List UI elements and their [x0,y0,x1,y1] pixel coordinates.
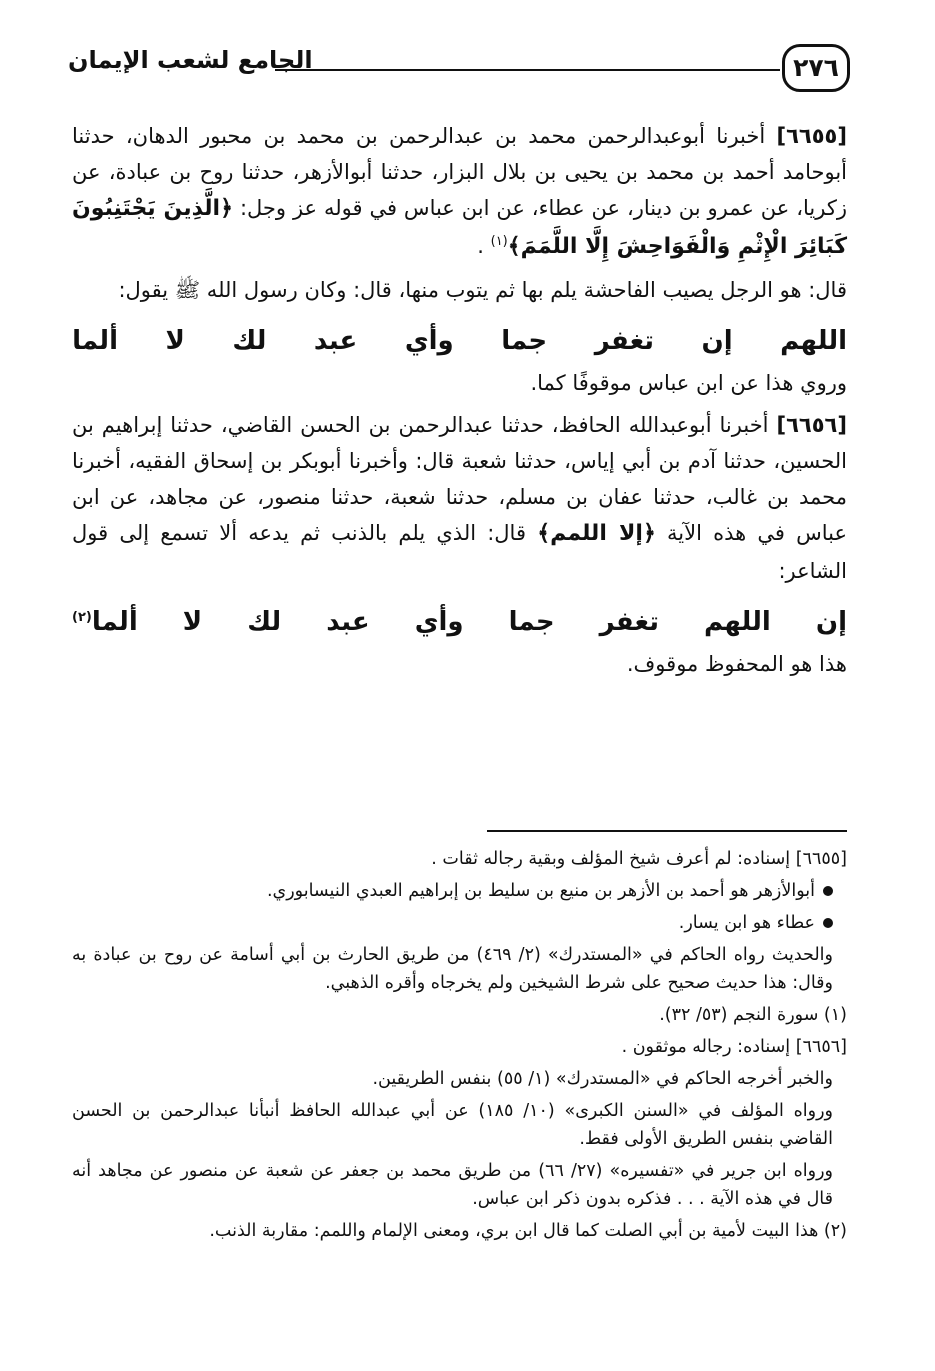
bullet-icon [823,886,833,896]
verse-word: تغفر [594,325,655,356]
hadith-number: [٦٦٥٦] [776,413,847,438]
footnote-text: أبوالأزهر هو أحمد بن الأزهر بن منيع بن سليط بن إبراهيم العبدي النيسابوري. [266,881,815,901]
verse-word: إن [815,607,847,638]
verse-word [72,603,138,642]
quran-verse: ﴿الَّذِينَ يَجْتَنِبُونَ كَبَائِرَ الْإِثْمِ وَالْفَوَاحِشَ إِلَّا اللَّمَمَ﴾ [72,196,847,260]
page-header [60,42,850,98]
narration-note: وروي هذا عن ابن عباس موقوفًا كما. [530,370,847,395]
hadith-6655 [72,118,847,266]
verse-word: لا [182,607,203,638]
main-text [72,118,847,682]
footnote: والخبر أخرجه الحاكم في «المستدرك» (١/ ٥٥) بنفس الطريقين. [372,1069,833,1089]
poem-verse-2 [72,603,847,642]
verse-word: تغفر [599,607,659,638]
page-number: ٢٧٦ [782,44,850,92]
book-title: الجامع لشعب الإيمان [68,46,313,74]
conclusion: هذا هو المحفوظ موقوف. [626,652,847,677]
verse-word: جما [501,325,548,356]
footnote: [٦٦٥٦] إسناده: رجاله موثقون . [621,1037,847,1057]
hadith-6656 [72,407,847,589]
footnote-bullet-item [72,877,847,905]
footnote-ref: (٢) [72,609,92,625]
footnote-text: عطاء هو ابن يسار. [678,913,815,933]
footnote: ورواه ابن جرير في «تفسيره» (٢٧/ ٦٦) من طريق محمد بن جعفر عن شعبة عن منصور عن مجاهد أنه قال في هذه الآية . . . فذكره بدون ذكر ابن عباس. [72,1161,833,1209]
verse-word: عبد [313,325,358,356]
hadith-text: أخبرنا أبوعبدالرحمن محمد بن عبدالرحمن بن محمد بن محبور الدهان، حدثنا أبوحامد أحمد بن محمد بن يحيى بن بلال البزار، حدثنا أبوالأزهر، حدثنا روح بن عبادة، عن زكريا، عن عمرو بن دينار، عن عطاء، عن ابن عباس في قوله عز وجل: [72,124,847,221]
period: . [477,234,484,259]
verse-word: لك [247,607,282,638]
hadith-number: [٦٦٥٥] [776,124,847,148]
footnote-ref: (١) [490,234,508,250]
verse-word: لك [232,325,267,356]
footnote: [٦٦٥٥] إسناده: لم أعرف شيخ المؤلف وبقية رجاله ثقات . [431,849,847,869]
footnote-separator [487,830,847,832]
verse-word: ألما [72,325,118,356]
header-rule [275,69,780,71]
footnote: (٢) هذا البيت لأمية بن أبي الصلت كما قال ابن بري، ومعنى الإلمام واللمم: مقاربة الذنب. [209,1221,847,1241]
narration-text: قال: هو الرجل يصيب الفاحشة يلم بها ثم يتوب منها، قال: وكان رسول الله ﷺ يقول: [118,277,847,302]
verse-word: عبد [326,607,370,638]
footnote: (١) سورة النجم (٥٣/ ٣٢). [659,1005,847,1025]
verse-word: وأي [404,325,454,356]
verse-word: جما [508,607,555,638]
verse-word: اللهم [704,607,771,638]
verse-word: إن [701,325,733,356]
verse-word: وأي [414,607,464,638]
footnote: والحديث رواه الحاكم في «المستدرك» (٢/ ٤٦٩) من طريق الحارث بن أبي أسامة عن روح بن عبادة به وقال: هذا حديث صحيح على شرط الشيخين ولم يخرجاه وأقره الذهبي. [72,945,833,993]
verse-last-word: ألما [91,607,138,638]
verse-word: لا [165,325,185,356]
hadith-text-end: قال: الذي يلم بالذنب ثم يدعه ألا تسمع إلى قول الشاعر: [72,521,847,584]
footnotes [72,845,847,1249]
footnote: ورواه المؤلف في «السنن الكبرى» (١٠/ ١٨٥) عن أبي عبدالله الحافظ أنبأنا عبدالرحمن بن الحسن القاضي بنفس الطريق الأولى فقط. [72,1101,833,1149]
poem-verse-1 [72,322,847,361]
verse-word: اللهم [780,325,847,356]
quran-verse: ﴿إلا اللمم﴾ [537,521,656,547]
footnote-bullet-item [72,909,847,937]
bullet-icon [823,918,833,928]
hadith-text: أخبرنا أبوعبدالله الحافظ، حدثنا عبدالرحمن بن الحسن القاضي، حدثنا إبراهيم بن الحسين، حدثنا آدم بن أبي إياس، حدثنا شعبة قال: وأخبرنا أبوبكر بن إسحاق الفقيه، أخبرنا محمد بن غالب، حدثنا عفان بن مسلم، حدثنا شعبة، حدثنا منصور، عن مجاهد، عن ابن عباس في هذه الآية [72,413,848,546]
